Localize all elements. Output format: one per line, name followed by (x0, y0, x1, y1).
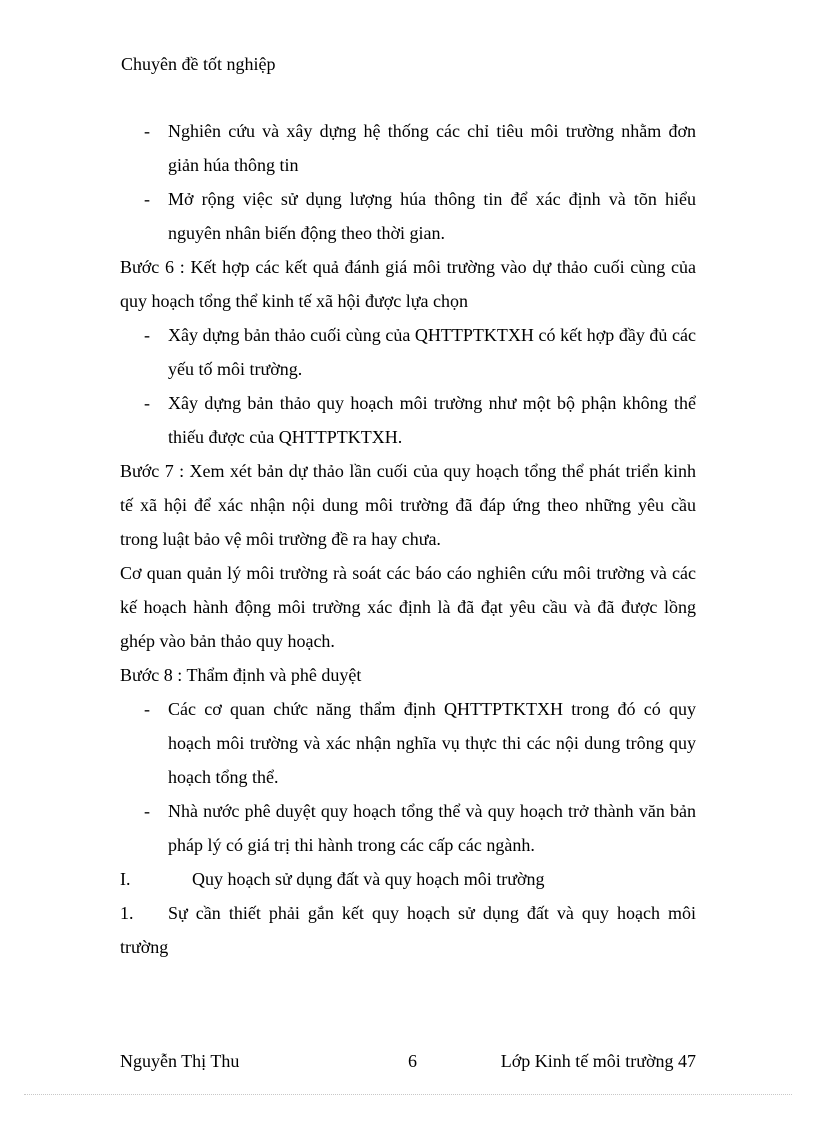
footer-class: Lớp Kinh tế môi trường 47 (500, 1051, 696, 1071)
bullet-text: Nghiên cứu và xây dựng hệ thống các chỉ tiêu môi trường nhằm đơn giản húa thông tin (168, 121, 696, 175)
bullet-item (120, 386, 696, 454)
paragraph-step-8: Bước 8 : Thẩm định và phê duyệt (120, 665, 362, 685)
bullet-text: Mở rộng việc sử dụng lượng húa thông tin để xác định và tõn hiểu nguyên nhân biến động theo thời gian. (168, 189, 696, 243)
subsection-number: 1. (120, 903, 134, 923)
subsection-heading (120, 896, 696, 964)
bullet-item (120, 182, 696, 250)
paragraph-agency-review: Cơ quan quản lý môi trường rà soát các báo cáo nghiên cứu môi trường và các kế hoạch hành động môi trường xác định là đã đạt yêu cầu và đã được lồng ghép vào bản thảo quy hoạch. (120, 563, 696, 651)
section-heading (120, 862, 696, 896)
bullet-text: Các cơ quan chức năng thẩm định QHTTPTKTXH trong đó có quy hoạch môi trường và xác nhận nghĩa vụ thực thi các nội dung trông quy hoạch tổng thể. (168, 699, 696, 787)
bullet-text: Xây dựng bản thảo quy hoạch môi trường như một bộ phận không thể thiếu được của QHTTPTKTXH. (168, 393, 696, 447)
bullet-dash: - (144, 699, 150, 719)
section-title: Quy hoạch sử dụng đất và quy hoạch môi trường (192, 869, 545, 889)
bullet-dash: - (144, 801, 150, 821)
bullet-dash: - (144, 121, 150, 141)
page-body (120, 114, 696, 964)
bullet-dash: - (144, 189, 150, 209)
bullet-text: Xây dựng bản thảo cuối cùng của QHTTPTKTXH có kết hợp đầy đủ các yếu tố môi trường. (168, 325, 696, 379)
bullet-item (120, 114, 696, 182)
paragraph-step-7: Bước 7 : Xem xét bản dự thảo lần cuối của quy hoạch tổng thể phát triển kinh tế xã hội để xác nhận nội dung môi trường đã đáp ứng theo những yêu cầu trong luật bảo vệ môi trường đề ra hay chưa. (120, 461, 696, 549)
page-number: 6 (408, 1051, 417, 1071)
footer-author: Nguyễn Thị Thu (120, 1051, 240, 1071)
bullet-item (120, 794, 696, 862)
bullet-dash: - (144, 393, 150, 413)
subsection-title: Sự cần thiết phải gắn kết quy hoạch sử dụng đất và quy hoạch môi trường (120, 903, 696, 957)
paragraph-step-6: Bước 6 : Kết hợp các kết quả đánh giá môi trường vào dự thảo cuối cùng của quy hoạch tổng thể kinh tế xã hội được lựa chọn (120, 257, 696, 311)
page-header: Chuyên đề tốt nghiệp (121, 54, 276, 74)
page-bottom-rule (24, 1094, 792, 1095)
bullet-item (120, 318, 696, 386)
bullet-text: Nhà nước phê duyệt quy hoạch tổng thể và quy hoạch trở thành văn bản pháp lý có giá trị thi hành trong các cấp các ngành. (168, 801, 696, 855)
bullet-dash: - (144, 325, 150, 345)
bullet-item (120, 692, 696, 794)
section-number: I. (120, 869, 131, 889)
